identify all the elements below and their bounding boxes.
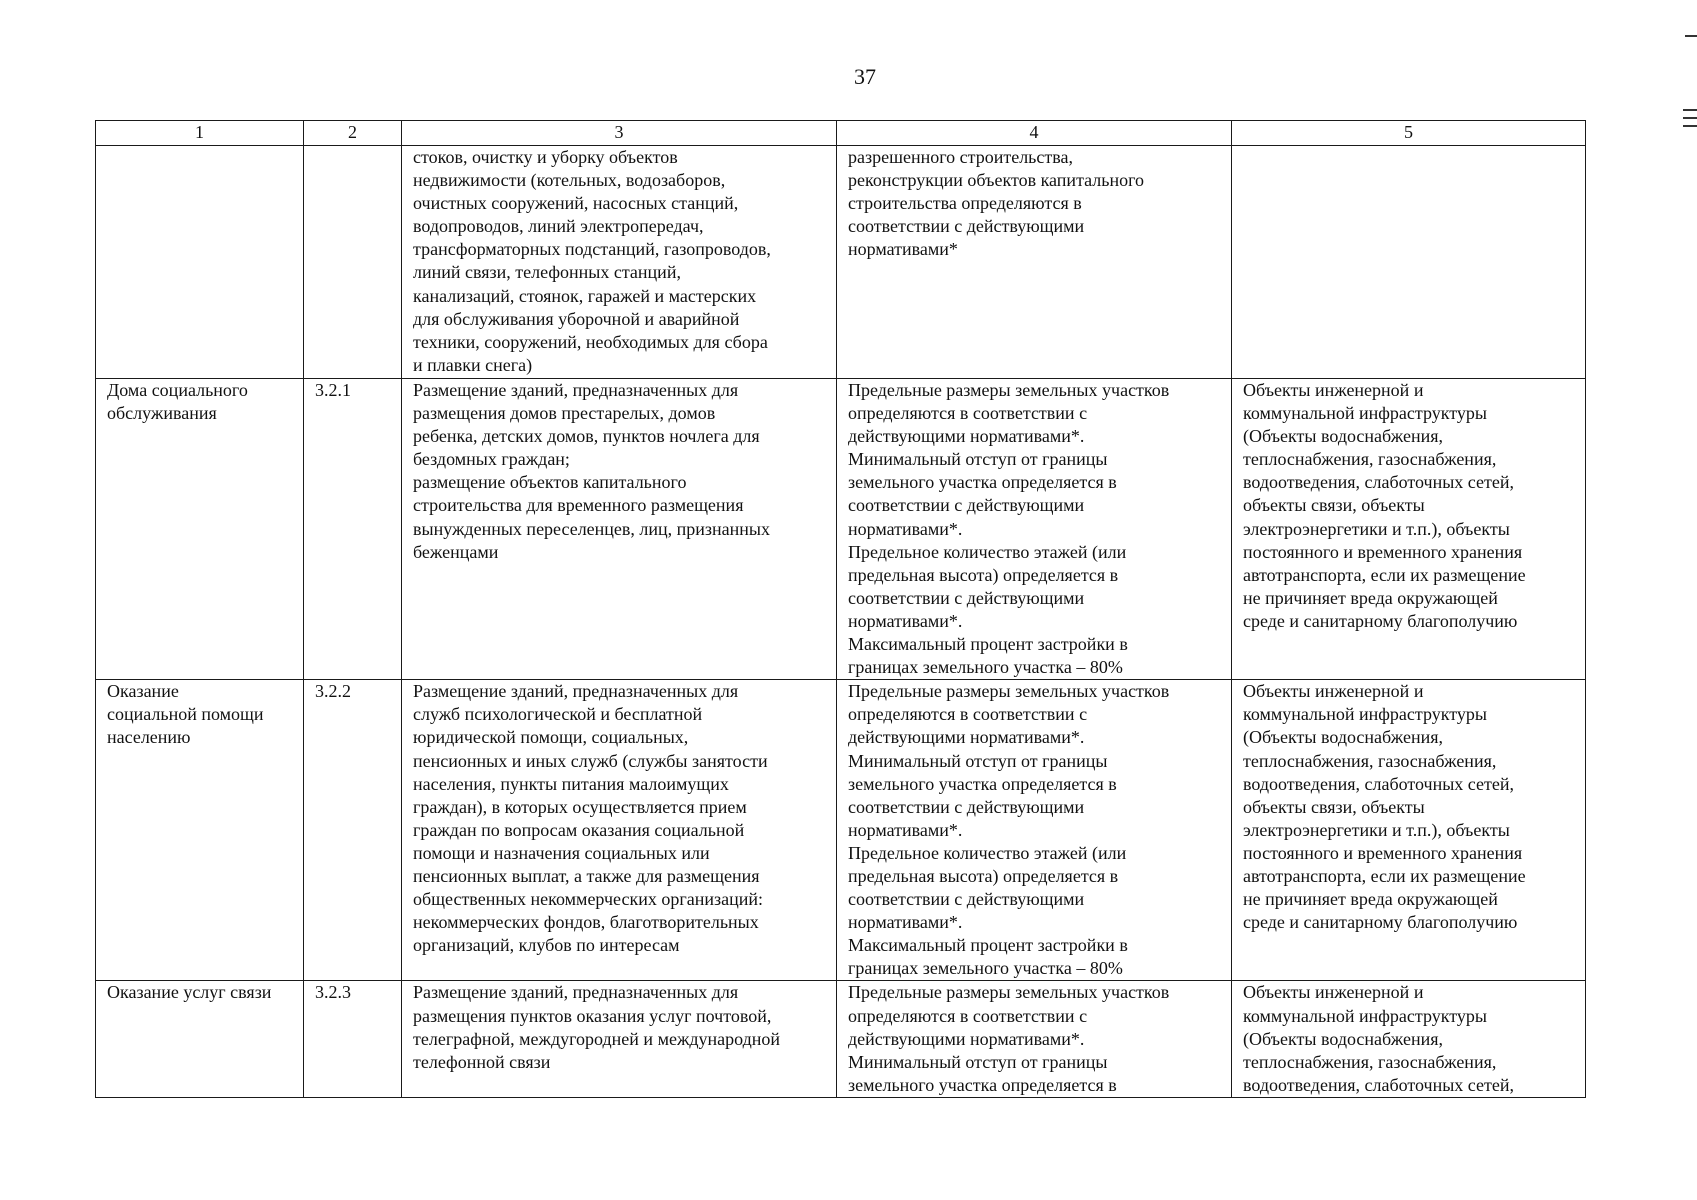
text-line: теплоснабжения, газоснабжения, xyxy=(1243,1051,1497,1072)
text-line: действующими нормативами*. xyxy=(848,1028,1085,1049)
text-line: земельного участка определяется в xyxy=(848,472,1117,493)
text-line: объекты связи, объекты xyxy=(1243,796,1425,817)
text-line: канализаций, стоянок, гаражей и мастерских xyxy=(413,285,757,306)
text-line: размещения пунктов оказания услуг почтовой, xyxy=(413,1005,772,1026)
text-line: стоков, очистку и уборку объектов xyxy=(413,147,678,167)
text-line: (Объекты водоснабжения, xyxy=(1243,426,1443,447)
text-line: соответствии с действующими xyxy=(848,495,1085,516)
text-line: Минимальный отступ от границы xyxy=(848,1051,1108,1072)
text-line: телеграфной, междугородней и международной xyxy=(413,1028,781,1049)
text-line: размещение объектов капитального xyxy=(413,472,687,493)
text-line: предельная высота) определяется в xyxy=(848,564,1119,585)
text-line: Предельные размеры земельных участков xyxy=(848,681,1170,702)
text-line: трансформаторных подстанций, газопроводов, xyxy=(413,239,771,260)
text-line: нормативами*. xyxy=(848,610,963,631)
text-line: Дома социального xyxy=(107,380,248,400)
cell-parameters xyxy=(837,146,1232,379)
cell-auxiliary xyxy=(1232,379,1586,680)
text-line: нормативами*. xyxy=(848,518,963,539)
cell-description xyxy=(402,981,837,1098)
column-header-5: 5 xyxy=(1232,121,1586,146)
cell-parameters xyxy=(837,680,1232,981)
text-line: теплоснабжения, газоснабжения, xyxy=(1243,750,1497,771)
text-line: ребенка, детских домов, пунктов ночлега для xyxy=(413,426,760,447)
text-line: помощи и назначения социальных или xyxy=(413,842,710,863)
text-line: Размещение зданий, предназначенных для xyxy=(413,380,739,400)
cell-name xyxy=(96,146,304,379)
cell-name xyxy=(96,379,304,680)
column-header-3: 3 xyxy=(402,121,837,146)
text-line: Объекты инженерной и xyxy=(1243,982,1424,1003)
table-row-3-2-3 xyxy=(96,981,1586,1098)
text-line: нормативами*. xyxy=(848,819,963,840)
text-line: Минимальный отступ от границы xyxy=(848,449,1108,470)
text-line: Предельные размеры земельных участков xyxy=(848,982,1170,1003)
text-line: соответствии с действующими xyxy=(848,587,1085,608)
cell-auxiliary xyxy=(1232,680,1586,981)
cell-description xyxy=(402,146,837,379)
text-line: не причиняет вреда окружающей xyxy=(1243,587,1498,608)
text-line: беженцами xyxy=(413,541,499,562)
header-row xyxy=(96,121,1586,146)
text-line: и плавки снега) xyxy=(413,354,533,375)
text-line: строительства определяются в xyxy=(848,193,1082,214)
text-line: действующими нормативами*. xyxy=(848,727,1085,748)
text-line: объекты связи, объекты xyxy=(1243,495,1425,516)
text-line: граждан), в которых осуществляется прием xyxy=(413,796,747,817)
text-line: водоотведения, слаботочных сетей, xyxy=(1243,773,1514,794)
text-line: населению xyxy=(107,727,191,748)
land-use-table xyxy=(95,120,1586,1098)
edge-mark-top xyxy=(1685,35,1697,37)
cell-description xyxy=(402,379,837,680)
text-line: электроэнергетики и т.п.), объекты xyxy=(1243,518,1510,539)
text-line: (Объекты водоснабжения, xyxy=(1243,1028,1443,1049)
text-line: Размещение зданий, предназначенных для xyxy=(413,681,739,702)
table-row-3-2-2 xyxy=(96,680,1586,981)
text-line: 3.2.3 xyxy=(315,982,351,1003)
column-header-4: 4 xyxy=(837,121,1232,146)
text-line: определяются в соответствии с xyxy=(848,403,1088,424)
text-line: соответствии с действующими xyxy=(848,796,1085,817)
text-line: социальной помощи xyxy=(107,704,264,725)
cell-description xyxy=(402,680,837,981)
text-line: коммунальной инфраструктуры xyxy=(1243,1005,1487,1026)
text-line: среде и санитарному благополучию xyxy=(1243,610,1518,631)
text-line: недвижимости (котельных, водозаборов, xyxy=(413,170,726,191)
text-line: Максимальный процент застройки в xyxy=(848,634,1128,655)
text-line: Оказание услуг связи xyxy=(107,982,272,1003)
text-line: теплоснабжения, газоснабжения, xyxy=(1243,449,1497,470)
text-line: среде и санитарному благополучию xyxy=(1243,912,1518,933)
cell-parameters xyxy=(837,981,1232,1098)
text-line: Предельные размеры земельных участков xyxy=(848,380,1170,400)
cell-code xyxy=(304,981,402,1098)
text-line: соответствии с действующими xyxy=(848,216,1085,237)
text-line: населения, пункты питания малоимущих xyxy=(413,773,729,794)
text-line: коммунальной инфраструктуры xyxy=(1243,403,1487,424)
text-line: Максимальный процент застройки в xyxy=(848,935,1128,956)
cell-name xyxy=(96,981,304,1098)
text-line: определяются в соответствии с xyxy=(848,704,1088,725)
text-line: нормативами*. xyxy=(848,912,963,933)
text-line: 3.2.2 xyxy=(315,681,351,702)
text-line: нормативами* xyxy=(848,239,958,260)
text-line: границах земельного участка – 80% xyxy=(848,958,1123,979)
text-line: общественных некоммерческих организаций: xyxy=(413,889,763,910)
text-line: автотранспорта, если их размещение xyxy=(1243,865,1526,886)
column-header-2: 2 xyxy=(304,121,402,146)
text-line: Объекты инженерной и xyxy=(1243,380,1424,400)
cell-name xyxy=(96,680,304,981)
text-line: Минимальный отступ от границы xyxy=(848,750,1108,771)
text-line: строительства для временного размещения xyxy=(413,495,744,516)
text-line: коммунальной инфраструктуры xyxy=(1243,704,1487,725)
text-line: Предельное количество этажей (или xyxy=(848,541,1127,562)
cell-parameters xyxy=(837,379,1232,680)
text-line: не причиняет вреда окружающей xyxy=(1243,889,1498,910)
text-line: пенсионных выплат, а также для размещения xyxy=(413,865,760,886)
text-line: для обслуживания уборочной и аварийной xyxy=(413,308,740,329)
text-line: организаций, клубов по интересам xyxy=(413,935,680,956)
text-line: обслуживания xyxy=(107,403,217,424)
text-line: размещения домов престарелых, домов xyxy=(413,403,716,424)
text-line: разрешенного строительства, xyxy=(848,147,1073,167)
text-line: вынужденных переселенцев, лиц, признанных xyxy=(413,518,771,539)
text-line: Размещение зданий, предназначенных для xyxy=(413,982,739,1003)
text-line: земельного участка определяется в xyxy=(848,773,1117,794)
table-row-continuation xyxy=(96,146,1586,379)
cell-auxiliary xyxy=(1232,981,1586,1098)
edge-mark-middle-1 xyxy=(1683,109,1697,111)
edge-mark-middle-3 xyxy=(1683,125,1697,127)
text-line: очистных сооружений, насосных станций, xyxy=(413,193,739,214)
text-line: юридической помощи, социальных, xyxy=(413,727,689,748)
table-row-3-2-1 xyxy=(96,379,1586,680)
text-line: (Объекты водоснабжения, xyxy=(1243,727,1443,748)
text-line: Объекты инженерной и xyxy=(1243,681,1424,702)
cell-code xyxy=(304,146,402,379)
text-line: водоотведения, слаботочных сетей, xyxy=(1243,472,1514,493)
text-line: границах земельного участка – 80% xyxy=(848,657,1123,678)
text-line: водоотведения, слаботочных сетей, xyxy=(1243,1074,1514,1095)
column-header-1: 1 xyxy=(96,121,304,146)
text-line: постоянного и временного хранения xyxy=(1243,842,1523,863)
text-line: служб психологической и бесплатной xyxy=(413,704,703,725)
text-line: граждан по вопросам оказания социальной xyxy=(413,819,745,840)
text-line: водопроводов, линий электропередач, xyxy=(413,216,704,237)
cell-auxiliary xyxy=(1232,146,1586,379)
text-line: действующими нормативами*. xyxy=(848,426,1085,447)
page-number: 37 xyxy=(854,64,876,89)
text-line: Предельное количество этажей (или xyxy=(848,842,1127,863)
text-line: Оказание xyxy=(107,681,179,702)
text-line: телефонной связи xyxy=(413,1051,551,1072)
text-line: пенсионных и иных служб (службы занятости xyxy=(413,750,768,771)
text-line: постоянного и временного хранения xyxy=(1243,541,1523,562)
edge-mark-middle-2 xyxy=(1683,117,1697,119)
text-line: 3.2.1 xyxy=(315,380,351,400)
text-line: соответствии с действующими xyxy=(848,889,1085,910)
text-line: автотранспорта, если их размещение xyxy=(1243,564,1526,585)
cell-code xyxy=(304,379,402,680)
text-line: земельного участка определяется в xyxy=(848,1074,1117,1095)
text-line: реконструкции объектов капитального xyxy=(848,170,1145,191)
text-line: линий связи, телефонных станций, xyxy=(413,262,681,283)
cell-code xyxy=(304,680,402,981)
text-line: техники, сооружений, необходимых для сбора xyxy=(413,331,768,352)
text-line: определяются в соответствии с xyxy=(848,1005,1088,1026)
text-line: бездомных граждан; xyxy=(413,449,570,470)
text-line: некоммерческих фондов, благотворительных xyxy=(413,912,759,933)
text-line: предельная высота) определяется в xyxy=(848,865,1119,886)
text-line: электроэнергетики и т.п.), объекты xyxy=(1243,819,1510,840)
